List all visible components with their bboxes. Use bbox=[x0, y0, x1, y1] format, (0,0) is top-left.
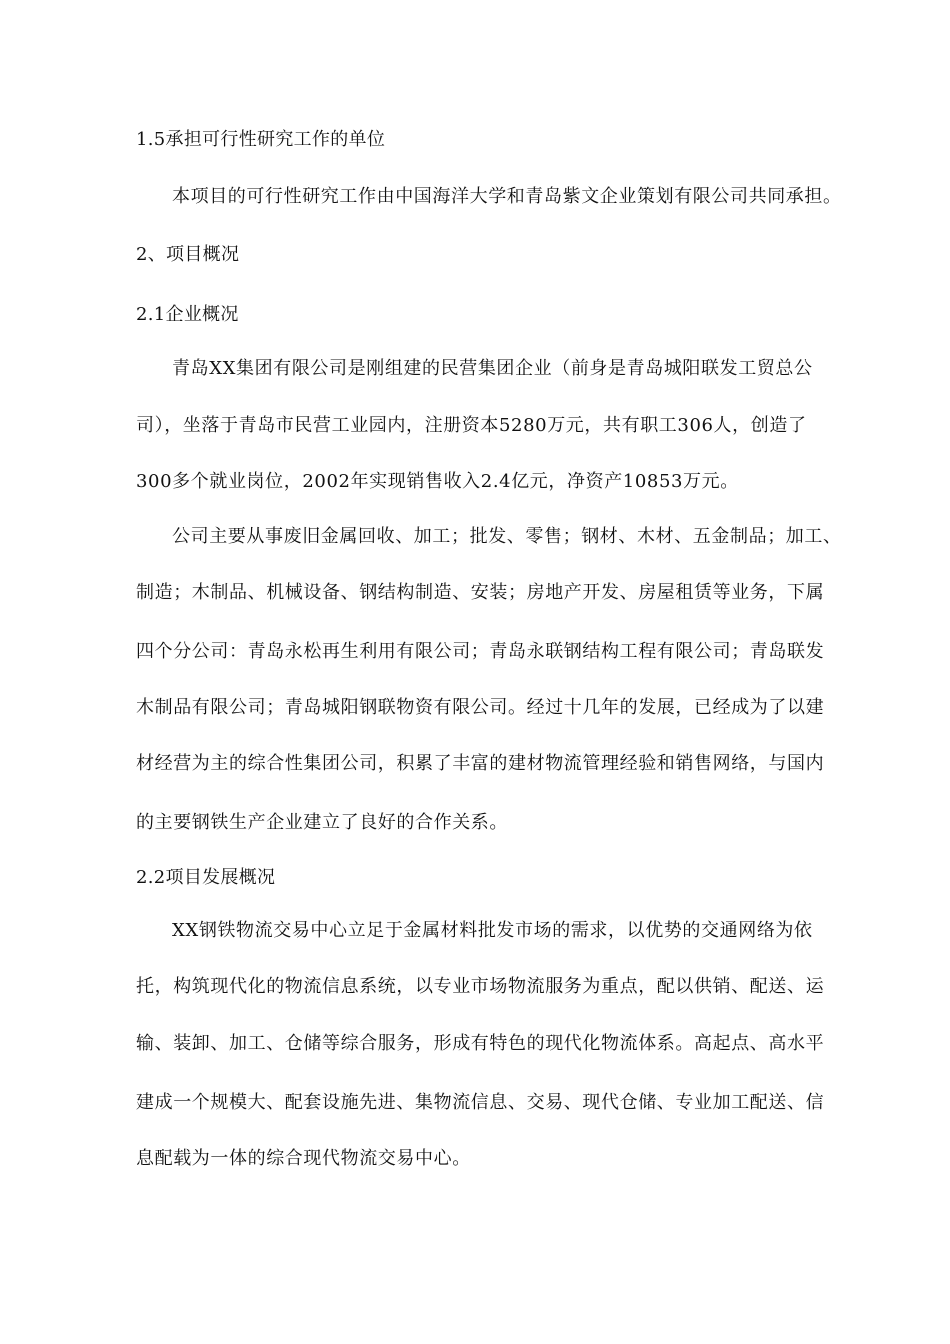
paragraph-line: 木制品有限公司；青岛城阳钢联物资有限公司。经过十几年的发展，已经成为了以建 bbox=[136, 697, 825, 718]
paragraph-line: 本项目的可行性研究工作由中国海洋大学和青岛紫文企业策划有限公司共同承担。 bbox=[172, 186, 842, 207]
paragraph-line: 建成一个规模大、配套设施先进、集物流信息、交易、现代仓储、专业加工配送、信 bbox=[136, 1092, 825, 1113]
paragraph-line: 四个分公司：青岛永松再生利用有限公司；青岛永联钢结构工程有限公司；青岛联发 bbox=[136, 641, 825, 662]
section-heading-2-2: 2.2项目发展概况 bbox=[136, 867, 276, 888]
paragraph-line: 息配载为一体的综合现代物流交易中心。 bbox=[136, 1148, 471, 1169]
section-heading-2: 2、项目概况 bbox=[136, 244, 240, 265]
paragraph-line: 材经营为主的综合性集团公司，积累了丰富的建材物流管理经验和销售网络，与国内 bbox=[136, 753, 825, 774]
section-heading-1-5: 1.5承担可行性研究工作的单位 bbox=[136, 129, 386, 150]
paragraph-line: 制造；木制品、机械设备、钢结构制造、安装；房地产开发、房屋租赁等业务，下属 bbox=[136, 582, 825, 603]
section-heading-2-1: 2.1企业概况 bbox=[136, 304, 239, 325]
paragraph-line: 司），坐落于青岛市民营工业园内，注册资本5280万元，共有职工306人，创造了 bbox=[136, 415, 807, 436]
paragraph-line: 输、装卸、加工、仓储等综合服务，形成有特色的现代化物流体系。高起点、高水平 bbox=[136, 1033, 825, 1054]
paragraph-line: 托，构筑现代化的物流信息系统，以专业市场物流服务为重点，配以供销、配送、运 bbox=[136, 976, 825, 997]
paragraph-line: 青岛XX集团有限公司是刚组建的民营集团企业（前身是青岛城阳联发工贸总公 bbox=[172, 358, 813, 379]
paragraph-line: XX钢铁物流交易中心立足于金属材料批发市场的需求，以优势的交通网络为依 bbox=[172, 920, 813, 941]
paragraph-line: 的主要钢铁生产企业建立了良好的合作关系。 bbox=[136, 812, 508, 833]
paragraph-line: 公司主要从事废旧金属回收、加工；批发、零售；钢材、木材、五金制品；加工、 bbox=[172, 526, 842, 547]
paragraph-line: 300多个就业岗位，2002年实现销售收入2.4亿元，净资产10853万元。 bbox=[136, 471, 739, 492]
